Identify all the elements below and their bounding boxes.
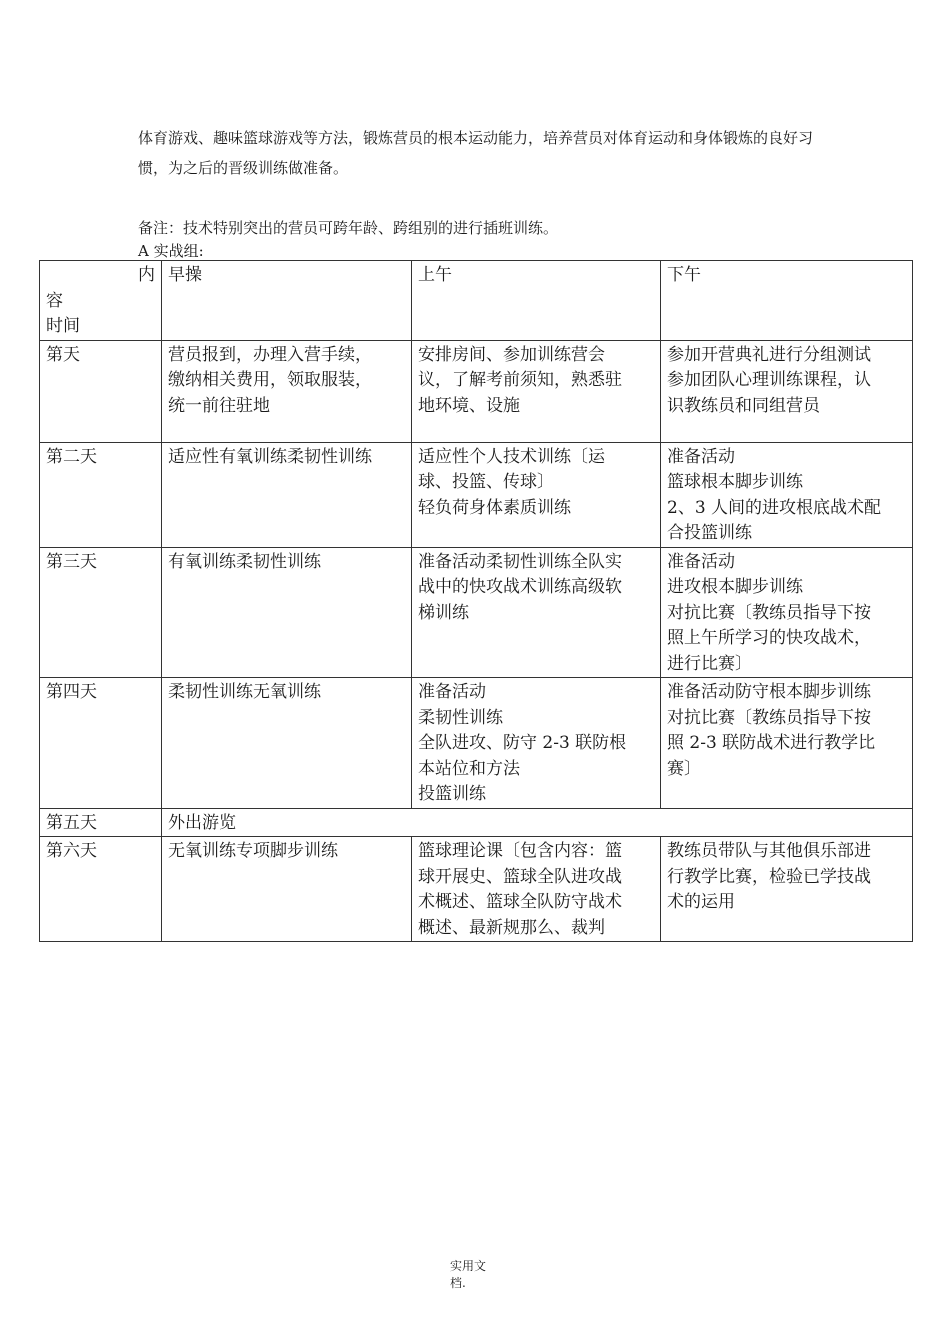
- cell-line: 无氧训练专项脚步训练: [168, 841, 338, 861]
- cell-line: 有氧训练柔韧性训练: [168, 551, 321, 572]
- morning-cell: [162, 678, 412, 809]
- am-cell: [412, 547, 661, 678]
- cell-line: 球、投篮、传球〕: [418, 472, 554, 492]
- cell-line: 战中的快攻战术训练高级软: [418, 577, 622, 597]
- cell-line: 准备活动防守根本脚步训练: [667, 682, 871, 702]
- footer-line: 实用文: [450, 1259, 487, 1273]
- cell-line: 合投篮训练: [667, 523, 752, 543]
- cell-line: 对抗比赛〔教练员指导下按: [667, 707, 871, 728]
- table-row: [40, 808, 913, 837]
- corner-line: 时间: [46, 316, 80, 336]
- cell-line: 柔韧性训练无氧训练: [168, 682, 321, 702]
- cell-line: 进行比赛〕: [667, 653, 752, 674]
- cell-line: 议，了解考前须知，熟悉驻: [418, 370, 622, 390]
- table-row: [40, 837, 913, 942]
- cell-line: 安排房间、参加训练营会: [418, 344, 605, 365]
- day-cell: 第三天: [40, 547, 162, 678]
- cell-line: 照 2-3 联防战术进行教学比: [667, 733, 876, 753]
- pm-cell: [661, 547, 913, 678]
- morning-cell: [162, 547, 412, 678]
- intro-paragraph: [138, 123, 918, 183]
- group-label: A 实战组:: [138, 242, 204, 260]
- cell-line: 地环境、设施: [418, 395, 520, 416]
- header-morning: 早操: [162, 261, 412, 341]
- cell-line: 参加团队心理训练课程，认: [667, 370, 871, 390]
- table-row: [40, 547, 913, 678]
- table-header-row: [40, 261, 913, 341]
- intro-line: 体育游戏、趣味篮球游戏等方法，锻炼营员的根本运动能力，培养营员对体育运动和身体锻炼的良好习: [138, 129, 814, 147]
- table-row: [40, 442, 913, 547]
- cell-line: 适应性有氧训练柔韧性训练: [168, 446, 372, 467]
- footer-line: 档.: [450, 1276, 466, 1290]
- corner-line: 内: [138, 265, 155, 285]
- am-cell: [412, 837, 661, 942]
- cell-line: 概述、最新规那么、裁判: [418, 917, 605, 938]
- cell-line: 梯训练: [418, 602, 469, 623]
- day-cell: 第五天: [40, 808, 162, 837]
- pm-cell: [661, 340, 913, 442]
- morning-cell: [162, 837, 412, 942]
- pm-cell: [661, 678, 913, 809]
- header-pm: 下午: [661, 261, 913, 341]
- cell-line: 轻负荷身体素质训练: [418, 497, 571, 518]
- cell-line: 进攻根本脚步训练: [667, 577, 803, 597]
- cell-line: 术概述、篮球全队防守战术: [418, 892, 622, 912]
- merged-activity-cell: 外出游览: [162, 808, 913, 837]
- cell-line: 照上午所学习的快攻战术，: [667, 628, 871, 648]
- note-text: 备注：技术特别突出的营员可跨年龄、跨组别的进行插班训练。: [138, 219, 559, 237]
- cell-line: 篮球理论课〔包含内容：篮: [418, 841, 622, 861]
- pm-cell: [661, 442, 913, 547]
- cell-line: 教练员带队与其他俱乐部进: [667, 841, 871, 861]
- cell-line: 准备活动柔韧性训练全队实: [418, 551, 622, 572]
- cell-line: 行教学比赛，检验已学技战: [667, 866, 871, 887]
- table-row: [40, 340, 913, 442]
- cell-line: 篮球根本脚步训练: [667, 472, 803, 492]
- day-cell: 第六天: [40, 837, 162, 942]
- cell-line: 本站位和方法: [418, 758, 520, 779]
- day-cell: 第二天: [40, 442, 162, 547]
- cell-line: 识教练员和同组营员: [667, 395, 820, 416]
- cell-line: 适应性个人技术训练〔运: [418, 446, 605, 467]
- day-cell: 第四天: [40, 678, 162, 809]
- cell-line: 准备活动: [667, 446, 735, 467]
- cell-line: 术的运用: [667, 892, 735, 912]
- cell-line: 准备活动: [667, 551, 735, 572]
- cell-line: 营员报到，办理入营手续，: [168, 344, 372, 365]
- cell-line: 准备活动: [418, 682, 486, 702]
- am-cell: [412, 340, 661, 442]
- cell-line: 统一前往驻地: [168, 395, 270, 416]
- cell-line: 赛〕: [667, 758, 701, 779]
- cell-line: 缴纳相关费用，领取服装，: [168, 370, 372, 390]
- morning-cell: [162, 340, 412, 442]
- footer-text: [450, 1258, 510, 1292]
- corner-line: 容: [46, 290, 63, 311]
- cell-line: 2、3 人间的进攻根底战术配: [667, 497, 882, 518]
- table-row: [40, 678, 913, 809]
- cell-line: 柔韧性训练: [418, 707, 503, 728]
- morning-cell: [162, 442, 412, 547]
- schedule-table: [39, 260, 913, 942]
- am-cell: [412, 678, 661, 809]
- intro-line: 惯，为之后的晋级训练做准备。: [138, 159, 349, 177]
- am-cell: [412, 442, 661, 547]
- cell-line: 对抗比赛〔教练员指导下按: [667, 602, 871, 623]
- cell-line: 球开展史、篮球全队进攻战: [418, 866, 622, 887]
- cell-line: 投篮训练: [418, 784, 486, 804]
- header-am: 上午: [412, 261, 661, 341]
- day-cell: 第天: [40, 340, 162, 442]
- cell-line: 全队进攻、防守 2-3 联防根: [418, 733, 627, 753]
- pm-cell: [661, 837, 913, 942]
- cell-line: 参加开营典礼进行分组测试: [667, 344, 871, 365]
- header-corner-cell: [40, 261, 162, 341]
